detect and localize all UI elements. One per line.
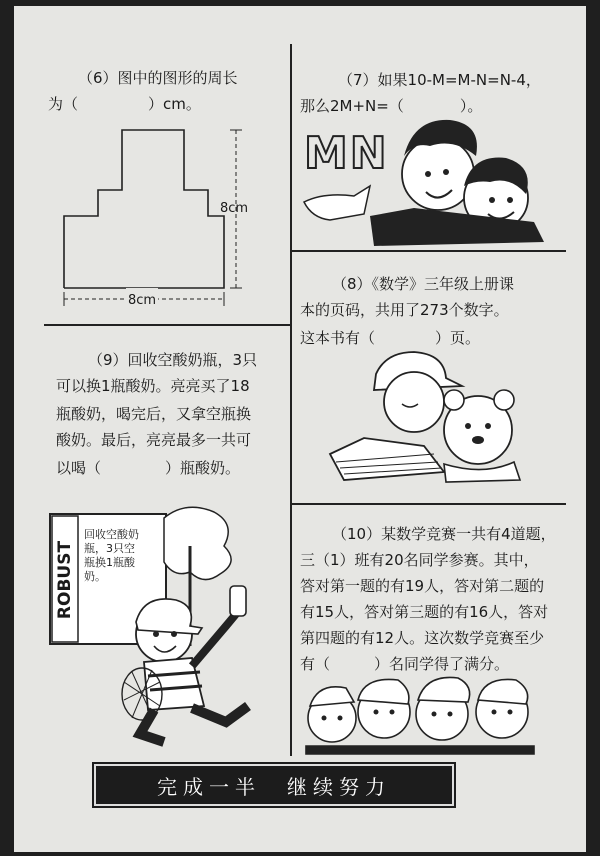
q9-line5: 以喝（ ）瓶酸奶。 xyxy=(56,459,241,477)
q8-line3: 这本书有（ ）页。 xyxy=(300,329,481,347)
q6-height-label: 8cm xyxy=(220,201,249,216)
q10-line6: 有（ ）名同学得了满分。 xyxy=(300,655,510,673)
q7-mn-letters: MN xyxy=(304,128,389,179)
q9-sign-line2: 瓶，3只空 xyxy=(84,542,135,555)
q10-students-illustration xyxy=(14,6,600,766)
q9-line1: （9）回收空酸奶瓶，3只 xyxy=(88,351,258,369)
q9-line2: 可以换1瓶酸奶。亮亮买了18 xyxy=(56,377,250,395)
q10-line4: 有15人，答对第三题的有16人，答对 xyxy=(300,603,549,621)
q8-line2: 本的页码，共用了273个数字。 xyxy=(300,301,509,319)
q6-line2: 为（ ）cm。 xyxy=(48,95,201,113)
q9-line3: 瓶酸奶，喝完后，又拿空瓶换 xyxy=(56,405,252,423)
q9-sign-line3: 瓶换1瓶酸 xyxy=(84,556,135,569)
q6-width-label: 8cm xyxy=(126,288,158,313)
q9-sign-line4: 奶。 xyxy=(84,570,106,583)
q10-line3: 答对第一题的有19人，答对第二题的 xyxy=(300,577,545,595)
q9-brand-text: ROBUST xyxy=(55,540,75,620)
q7-line1: （7）如果10-M=M-N=N-4， xyxy=(338,71,541,89)
worksheet-page xyxy=(14,6,586,852)
q7-line2: 那么2M+N=（ ）。 xyxy=(300,97,483,115)
encouragement-banner: 完成一半 继续努力 xyxy=(94,764,454,806)
q6-line1: （6）图中的图形的周长 xyxy=(78,69,238,87)
q10-line1: （10）某数学竞赛一共有4道题， xyxy=(332,525,556,543)
q9-sign-line1: 回收空酸奶 xyxy=(84,528,139,541)
q8-line1: （8）《数学》三年级上册课 xyxy=(332,275,515,293)
q9-line4: 酸奶。最后，亮亮最多一共可 xyxy=(56,431,252,449)
q10-line2: 三（1）班有20名同学参赛。其中， xyxy=(300,551,539,569)
q10-line5: 第四题的有12人。这次数学竞赛至少 xyxy=(300,629,545,647)
